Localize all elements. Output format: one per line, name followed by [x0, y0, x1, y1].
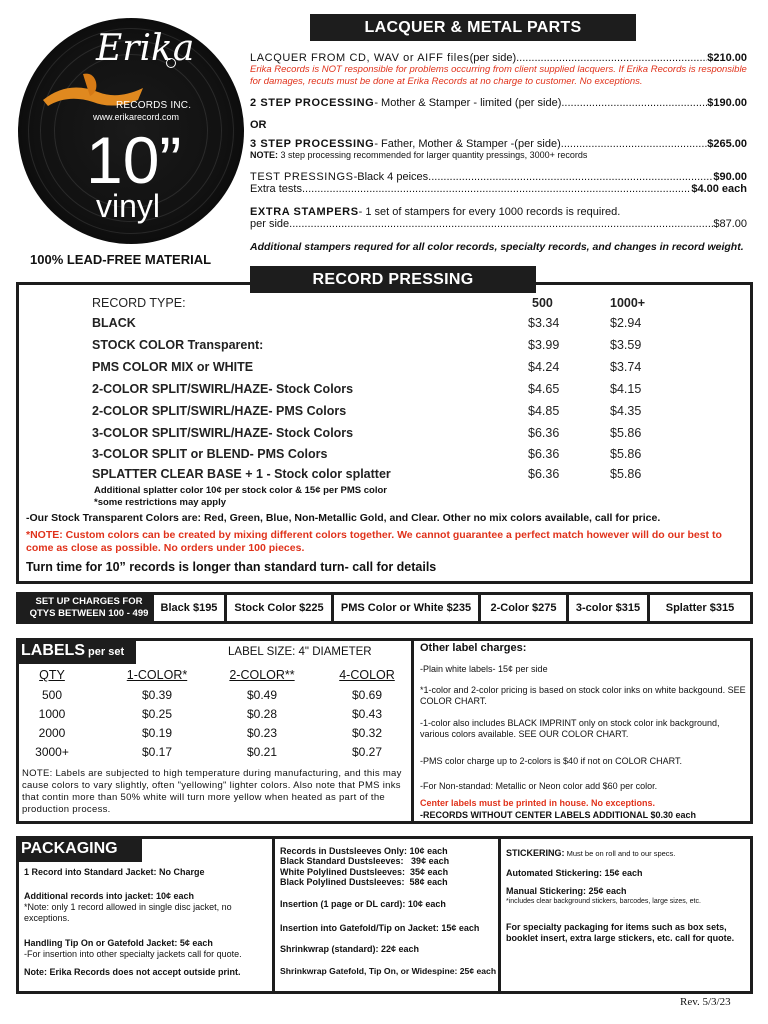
additional-stampers-note: Additional stampers requred for all color records, specialty records, and changes in record weight. — [250, 241, 744, 253]
test-price: $90.00 — [713, 171, 747, 183]
record-pressing-title: RECORD PRESSING — [250, 266, 536, 293]
stampers-line2: per side — [250, 218, 290, 230]
pressing-row: PMS COLOR MIX or WHITE $4.24 $3.74 — [92, 360, 642, 374]
pk-insertion: Insertion (1 page or DL card): 10¢ each — [280, 899, 446, 909]
pk-specialty-packaging: For specialty packaging for items such as box sets, booklet insert, extra large stickers, etc. call for quote. — [506, 922, 735, 943]
pressing-row: 2-COLOR SPLIT/SWIRL/HAZE- Stock Colors $4.65 $4.15 — [92, 382, 642, 396]
pressing-qty-500: 500 — [532, 296, 553, 310]
two-step-item — [250, 97, 747, 109]
labels-cell: $0.43 — [351, 707, 383, 721]
pk-additional-records: Additional records into jacket: 10¢ each — [24, 891, 195, 901]
three-step-item — [250, 138, 747, 160]
setup-cell-3color: 3-color $315 — [569, 595, 647, 621]
logo-url[interactable]: www.erikarecord.com — [93, 112, 180, 122]
labels-header-qty: QTY — [39, 668, 65, 682]
setup-charges-bar — [16, 592, 753, 624]
labels-cell: $0.25 — [141, 707, 173, 721]
pk-stickering: STICKERING: Must be on roll and to our specs. — [506, 848, 676, 858]
center-labels-note: Center labels must be printed in house. No exceptions. — [420, 798, 656, 808]
setup-cell-2color: 2-Color $275 — [481, 595, 566, 621]
stampers-price: $87.00 — [713, 218, 747, 230]
pk-specialty-note: -For insertion into other specialty jackets call for quote. — [24, 949, 242, 959]
three-step-price: $265.00 — [707, 138, 747, 150]
pk-black-dustsleeves: Black Standard Dustsleeves: 39¢ each — [280, 856, 450, 866]
three-step-note-label: NOTE: — [250, 150, 278, 160]
extra-stampers-item — [250, 206, 747, 230]
lacquer-desc: (per side) — [469, 52, 517, 64]
pk-standard-jacket: 1 Record into Standard Jacket: No Charge — [24, 867, 205, 877]
setup-cell-black: Black $195 — [154, 595, 224, 621]
pk-dustsleeves-only: Records in Dustsleeves Only: 10¢ each — [280, 846, 448, 856]
labels-title: LABELS per set — [16, 638, 136, 664]
revision-date: Rev. 5/3/23 — [680, 996, 731, 1008]
packaging-divider — [272, 836, 275, 994]
logo-script: Erika — [96, 28, 195, 69]
labels-cell: $0.27 — [351, 745, 383, 759]
stock-colors-note: -Our Stock Transparent Colors are: Red, Green, Blue, Non-Metallic Gold, and Clear. Other no mix colors available, call for price. — [26, 512, 661, 524]
labels-cell: 2000 — [38, 726, 66, 740]
pk-automated-stickering: Automated Stickering: 15¢ each — [506, 868, 643, 878]
pk-gatefold-insertion: Insertion into Gatefold/Tip on Jacket: 15¢ each — [280, 923, 480, 933]
test-pressings-item — [250, 171, 747, 195]
labels-cell: $0.39 — [141, 688, 173, 702]
extra-tests-price: $4.00 each — [691, 183, 747, 195]
erika-vinyl-logo — [18, 18, 244, 244]
extra-tests-desc: Extra tests — [250, 183, 302, 195]
other-label-charge: -1-color also includes BLACK IMPRINT only on stock color ink background, various colors available. SEE OUR COLOR CHART. — [420, 718, 720, 739]
pressing-type-header: RECORD TYPE: — [92, 296, 186, 310]
pressing-row: BLACK $3.34 $2.94 — [92, 316, 642, 330]
test-desc: -Black 4 peices — [353, 171, 429, 183]
registered-icon — [166, 58, 176, 68]
labels-cell: $0.28 — [246, 707, 278, 721]
label-size: LABEL SIZE: 4" DIAMETER — [228, 646, 372, 658]
pk-single-disc-note: *Note: only 1 record allowed in single disc jacket, no exceptions. — [24, 902, 232, 923]
setup-charges-label: SET UP CHARGES FOR QTYS BETWEEN 100 - 499 — [29, 596, 149, 619]
labels-cell: $0.49 — [246, 688, 278, 702]
three-step-name: 3 STEP PROCESSING — [250, 138, 375, 150]
pk-tipon-handling: Handling Tip On or Gatefold Jacket: 5¢ each — [24, 938, 213, 948]
lacquer-title: LACQUER & METAL PARTS — [310, 14, 636, 41]
pk-shrinkwrap: Shrinkwrap (standard): 22¢ each — [280, 944, 420, 954]
other-label-charge: *1-color and 2-color pricing is based on stock color inks on white backgound. SEE COLOR CHART. — [420, 685, 746, 706]
custom-colors-note: *NOTE: Custom colors can be created by mixing different colors together. We cannot guarantee a perfect match however will do our best to come as close as possible. No orders under 100 pieces. — [26, 529, 722, 554]
other-label-charge: -Plain white labels- 15¢ per side — [420, 664, 548, 674]
setup-cell-pms: PMS Color or White $235 — [334, 595, 478, 621]
two-step-price: $190.00 — [707, 97, 747, 109]
pk-black-polylined: Black Polylined Dustsleeves: 58¢ each — [280, 877, 448, 887]
lacquer-item — [250, 52, 747, 88]
lead-free-text: 100% LEAD-FREE MATERIAL — [30, 252, 212, 267]
other-label-charge: -PMS color charge up to 2-colors is $40 if not on COLOR CHART. — [420, 756, 682, 766]
labels-cell: 3000+ — [35, 745, 69, 759]
other-label-charges-title: Other label charges: — [420, 642, 527, 654]
labels-cell: $0.32 — [351, 726, 383, 740]
turn-time-note: Turn time for 10” records is longer than standard turn- call for details — [26, 560, 437, 574]
stampers-name: EXTRA STAMPERS — [250, 206, 359, 218]
pressing-row: SPLATTER CLEAR BASE + 1 - Stock color splatter $6.36 $5.86 — [92, 467, 642, 481]
three-step-desc: - Father, Mother & Stamper -(per side) — [374, 138, 561, 150]
pressing-row: 3-COLOR SPLIT or BLEND- PMS Colors $6.36 $5.86 — [92, 447, 642, 461]
logo-format: vinyl — [96, 188, 161, 224]
labels-divider — [411, 638, 414, 824]
pressing-row: 3-COLOR SPLIT/SWIRL/HAZE- Stock Colors $6.36 $5.86 — [92, 426, 642, 440]
setup-cell-stock: Stock Color $225 — [227, 595, 331, 621]
labels-cell: $0.19 — [141, 726, 173, 740]
pressing-qty-1000: 1000+ — [610, 296, 646, 310]
labels-cell: 500 — [41, 688, 63, 702]
logo-size: 10” — [86, 123, 182, 197]
test-name: TEST PRESSINGS — [250, 171, 354, 183]
pk-manual-note: *includes clear background stickers, barcodes, large sizes, etc. — [506, 898, 701, 905]
labels-cell: $0.21 — [246, 745, 278, 759]
stampers-desc: - 1 set of stampers for every 1000 records is required. — [358, 206, 621, 218]
three-step-note: 3 step processing recommended for larger quantity pressings, 3000+ records — [278, 150, 588, 160]
logo-records-inc: RECORDS INC. — [116, 100, 192, 111]
pk-shrinkwrap-gatefold: Shrinkwrap Gatefold, Tip On, or Widespine: 25¢ each — [280, 966, 497, 976]
lacquer-note: Erika Records is NOT responsible for problems occurring from client supplied lacquers. If Erika Records is responsible for damages, recuts must be done at Erika Records at no charge to customer. No exceptions. — [250, 64, 747, 87]
lacquer-name: LACQUER FROM CD, WAV or AIFF files — [250, 52, 470, 64]
pressing-header-row — [92, 296, 652, 310]
lacquer-price: $210.00 — [707, 52, 747, 64]
labels-header-4color: 4-COLOR — [339, 668, 395, 682]
packaging-divider — [498, 836, 501, 994]
splatter-note: Additional splatter color 10¢ per stock color & 15¢ per PMS color — [94, 485, 387, 496]
labels-cell: $0.69 — [351, 688, 383, 702]
pressing-row: STOCK COLOR Transparent: $3.99 $3.59 — [92, 338, 642, 352]
labels-temperature-note: NOTE: Labels are subjected to high temperature during manufacturing, and this may cause colors to vary slightly, often "yellowing" lighter colors. Also note that PMS inks that contin more than 50% white will turn more yellow when heated as part of the production process. — [22, 768, 402, 815]
packaging-title: PACKAGING — [16, 836, 142, 862]
or-text: OR — [250, 119, 267, 131]
two-step-name: 2 STEP PROCESSING — [250, 97, 375, 109]
no-labels-charge: -RECORDS WITHOUT CENTER LABELS ADDITIONAL $0.30 each — [420, 810, 697, 820]
labels-header-1color: 1-COLOR* — [126, 668, 188, 682]
restrictions-note: *some restrictions may apply — [94, 497, 226, 508]
pk-outside-print-note: Note: Erika Records does not accept outside print. — [24, 967, 241, 977]
labels-cell: $0.17 — [141, 745, 173, 759]
setup-cell-splatter: Splatter $315 — [650, 595, 750, 621]
two-step-desc: - Mother & Stamper - limited (per side) — [374, 97, 562, 109]
pressing-row: 2-COLOR SPLIT/SWIRL/HAZE- PMS Colors $4.85 $4.35 — [92, 404, 642, 418]
pk-manual-stickering: Manual Stickering: 25¢ each — [506, 886, 627, 896]
labels-cell: 1000 — [38, 707, 66, 721]
labels-header-2color: 2-COLOR** — [229, 668, 295, 682]
labels-cell: $0.23 — [246, 726, 278, 740]
other-label-charge: -For Non-standad: Metallic or Neon color add $60 per color. — [420, 781, 658, 791]
pk-white-polylined: White Polylined Dustsleeves: 35¢ each — [280, 867, 449, 877]
